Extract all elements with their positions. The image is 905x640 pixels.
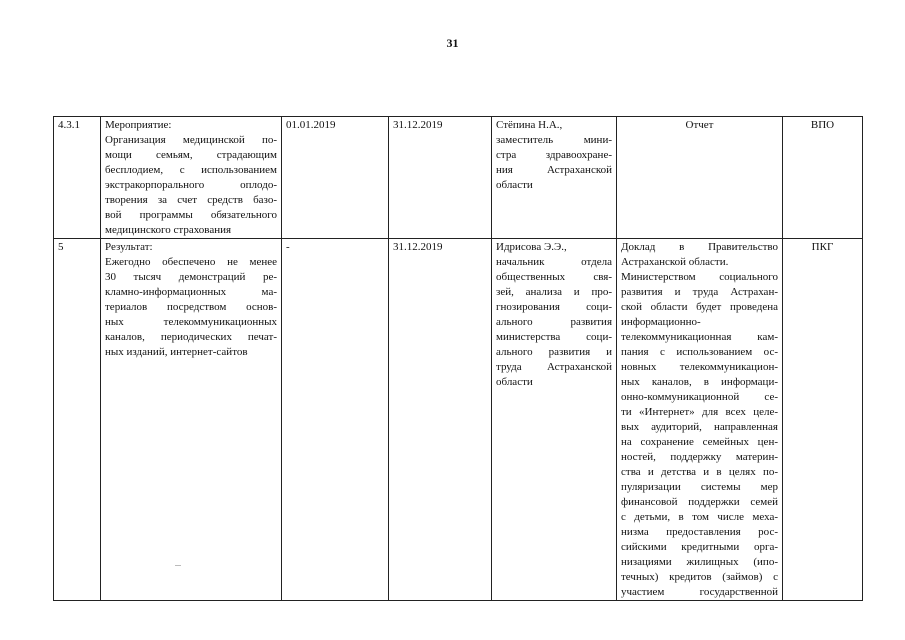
result-line: участием государственной: [621, 586, 778, 598]
description-line: Мероприятие:: [105, 119, 172, 131]
result-line: пуляризации системы мер: [621, 481, 778, 493]
result-line: сийскими кредитными орга-: [621, 541, 778, 553]
responsible-line: начальник отдела: [496, 256, 612, 268]
description-line: ных изданий, интернет-сайтов: [105, 346, 248, 358]
description-line: каналов, периодических печат-: [105, 331, 277, 343]
result-line: развития и труда Астрахан-: [621, 286, 778, 298]
responsible-line: труда Астраханской: [496, 361, 612, 373]
description-line: Ежегодно обеспечено не менее: [105, 256, 277, 268]
responsible-line: Идрисова Э.Э.,: [496, 241, 567, 253]
description-line: Результат:: [105, 241, 153, 253]
responsible-line: зей, анализа и про-: [496, 286, 612, 298]
result-line: информационно-: [621, 316, 701, 328]
description-line: ных телекоммуникационных: [105, 316, 277, 328]
result-line: Астраханской области.: [621, 256, 729, 268]
description-line: териалов посредством основ-: [105, 301, 277, 313]
result-line: вых аудиторий, направленная: [621, 421, 778, 433]
result-line: Отчет: [685, 119, 714, 131]
responsible-line: области: [496, 179, 533, 191]
start-date: -: [282, 239, 389, 601]
responsible-line: ния Астраханской: [496, 164, 612, 176]
result-line: ти «Интернет» для всех целе-: [621, 406, 778, 418]
responsible-line: общественных свя-: [496, 271, 612, 283]
document-code: ПКГ: [783, 239, 863, 601]
responsible-person: [492, 239, 617, 601]
result-type: [617, 117, 783, 239]
row-number: 4.3.1: [54, 117, 101, 239]
result-line: ных каналов, в информаци-: [621, 376, 778, 388]
description-line: 30 тысяч демонстраций ре-: [105, 271, 277, 283]
result-line: ской области будет проведена: [621, 301, 778, 313]
row-number: 5: [54, 239, 101, 601]
result-line: Доклад в Правительство: [621, 241, 778, 253]
table-row: [54, 117, 863, 239]
result-line: ностей, поддержку материн-: [621, 451, 778, 463]
description-line: бесплодием, с использованием: [105, 164, 277, 176]
result-report: [617, 239, 783, 601]
description-line: медицинского страхования: [105, 224, 232, 236]
result-description: [101, 239, 282, 601]
responsible-line: области: [496, 376, 533, 388]
responsible-line: стра здравоохране-: [496, 149, 612, 161]
result-line: низма предоставления рос-: [621, 526, 778, 538]
responsible-line: Стёпина Н.А.,: [496, 119, 563, 131]
result-line: течных) кредитов (займов) с: [621, 571, 778, 583]
page-number: 31: [446, 36, 459, 50]
result-line: финансовой поддержки семей: [621, 496, 778, 508]
responsible-line: заместитель мини-: [496, 134, 612, 146]
responsible-person: [492, 117, 617, 239]
scan-artifact: [175, 565, 181, 566]
description-line: экстракорпорального оплодо-: [105, 179, 277, 191]
description-line: творения за счет средств базо-: [105, 194, 277, 206]
description-line: кламно-информационных ма-: [105, 286, 277, 298]
description-line: Организация медицинской по-: [105, 134, 277, 146]
result-line: телекоммуникационная кам-: [621, 331, 778, 343]
description-line: вой программы обязательного: [105, 209, 277, 221]
result-line: онно-коммуникационной се-: [621, 391, 778, 403]
responsible-line: министерства соци-: [496, 331, 612, 343]
table-row: [54, 239, 863, 601]
description-line: мощи семьям, страдающим: [105, 149, 277, 161]
result-line: новных телекоммуникацион-: [621, 361, 778, 373]
result-line: низациями жилищных (ипо-: [621, 556, 778, 568]
document-code: ВПО: [783, 117, 863, 239]
result-line: на сохранение семейных цен-: [621, 436, 778, 448]
result-line: пания с использованием ос-: [621, 346, 778, 358]
start-date: 01.01.2019: [282, 117, 389, 239]
responsible-line: гнозирования соци-: [496, 301, 612, 313]
result-line: ства и детства и в целях по-: [621, 466, 778, 478]
responsible-line: ального развития: [496, 316, 612, 328]
result-line: Министерством социального: [621, 271, 778, 283]
end-date: 31.12.2019: [389, 117, 492, 239]
end-date: 31.12.2019: [389, 239, 492, 601]
result-line: с детьми, в том числе меха-: [621, 511, 778, 523]
event-description: [101, 117, 282, 239]
responsible-line: ального развития и: [496, 346, 612, 358]
plan-table: [53, 116, 863, 601]
